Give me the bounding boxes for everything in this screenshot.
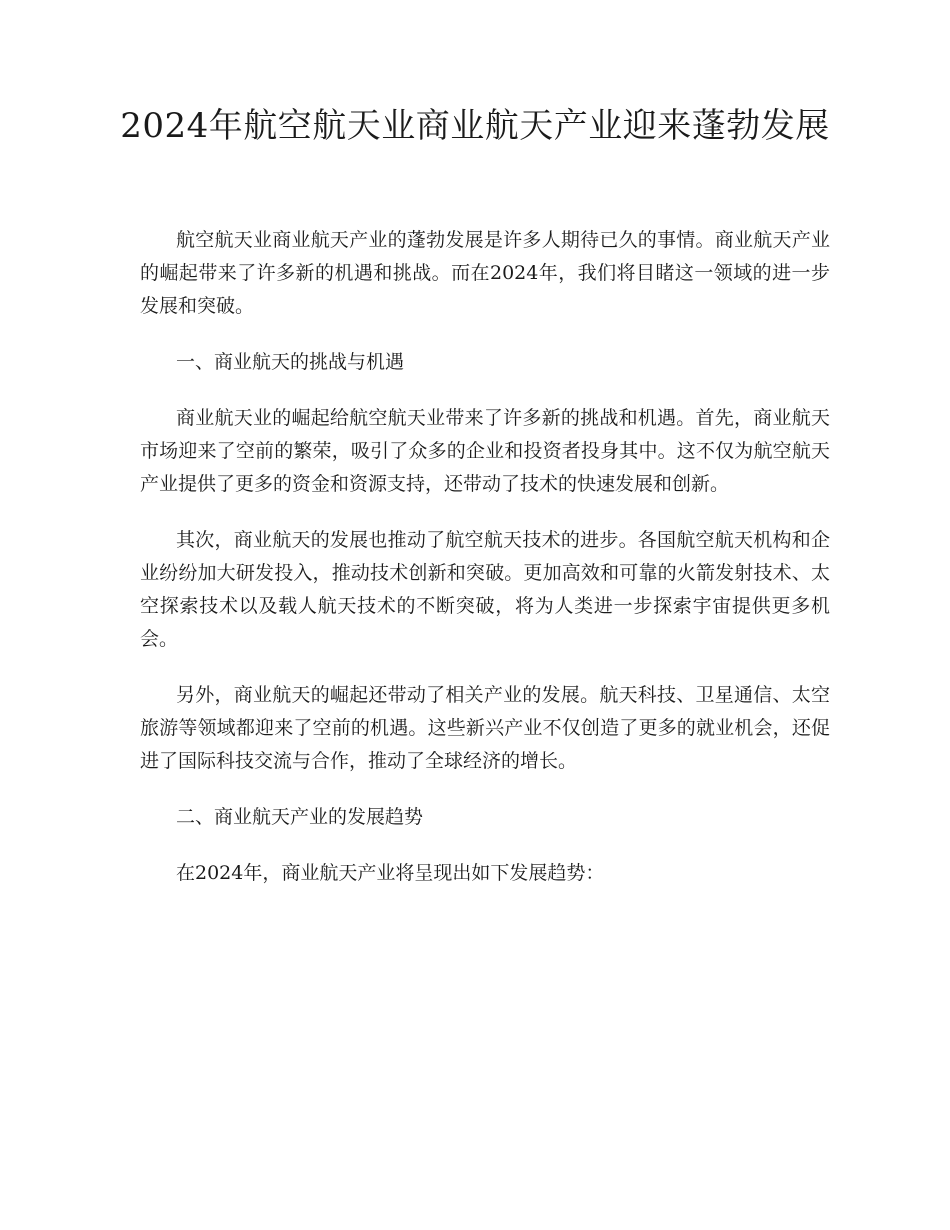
document-body [140, 224, 830, 913]
intro-paragraph: 航空航天业商业航天产业的蓬勃发展是许多人期待已久的事情。商业航天产业的崛起带来了许多新的机遇和挑战。而在2024年，我们将目睹这一领域的进一步发展和突破。 [140, 229, 830, 317]
section-heading-challenges-opportunities: 一、商业航天的挑战与机遇 [176, 351, 405, 373]
paragraph-challenges-1: 商业航天业的崛起给航空航天业带来了许多新的挑战和机遇。首先，商业航天市场迎来了空前的繁荣，吸引了众多的企业和投资者投身其中。这不仅为航空航天产业提供了更多的资金和资源支持，还带动了技术的快速发展和创新。 [140, 407, 830, 495]
document-title: 2024年航空航天业商业航天产业迎来蓬勃发展 [120, 106, 830, 146]
paragraph-challenges-2: 其次，商业航天的发展也推动了航空航天技术的进步。各国航空航天机构和企业纷纷加大研发投入，推动技术创新和突破。更加高效和可靠的火箭发射技术、太空探索技术以及载人航天技术的不断突破，将为人类进一步探索宇宙提供更多机会。 [140, 529, 830, 650]
section-heading-development-trends: 二、商业航天产业的发展趋势 [176, 806, 424, 828]
paragraph-challenges-3: 另外，商业航天的崛起还带动了相关产业的发展。航天科技、卫星通信、太空旅游等领域都迎来了空前的机遇。这些新兴产业不仅创造了更多的就业机会，还促进了国际科技交流与合作，推动了全球经济的增长。 [140, 684, 830, 772]
paragraph-trends-1: 在2024年，商业航天产业将呈现出如下发展趋势： [176, 862, 605, 884]
